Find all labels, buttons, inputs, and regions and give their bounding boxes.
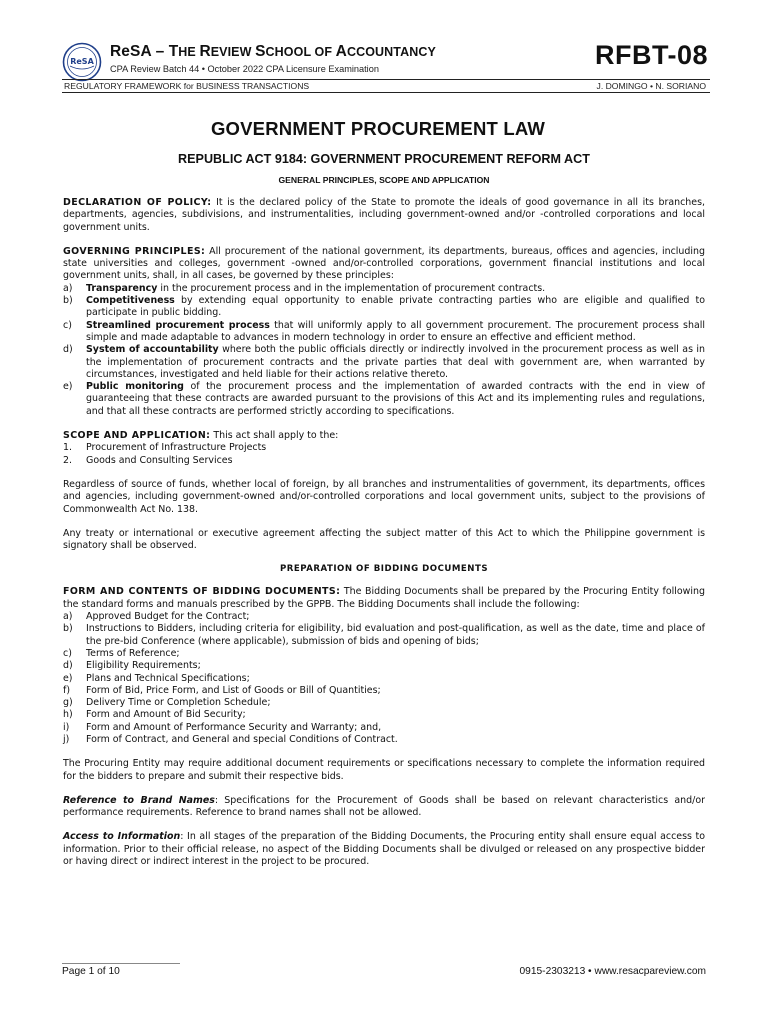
page-subtitle: REPUBLIC ACT 9184: GOVERNMENT PROCUREMENT REFORM ACT bbox=[178, 152, 590, 166]
subject-bar bbox=[62, 80, 710, 92]
list-item: j) Form of Contract, and General and special Conditions of Contract. bbox=[63, 733, 398, 745]
bidding-documents-list bbox=[63, 611, 705, 746]
list-item: f) Form of Bid, Price Form, and List of Goods or Bill of Quantities; bbox=[63, 684, 381, 696]
document-body bbox=[63, 118, 705, 868]
access-information-paragraph: Access to Information: In all stages of the preparation of the Bidding Documents, the Procuring entity shall ensure equal access to information. Prior to their official release, no aspect of the Bidding Documents shall be divulged or released on any prospective bidder or having direct or indirect interest in the project to be procured. bbox=[63, 831, 705, 868]
authors: J. DOMINGO • N. SORIANO bbox=[596, 81, 706, 91]
list-item: e) Public monitoring of the procurement process and the implementation of awarded contracts with the end in view of guaranteeing that these contracts are awarded pursuant to the provisions of this Act and its implementing rules and regulations, and that all these contracts are performed strictly according to specifications. bbox=[63, 381, 705, 417]
list-item: 2. Goods and Consulting Services bbox=[63, 454, 233, 466]
list-item: h) Form and Amount of Bid Security; bbox=[63, 709, 246, 721]
review-batch-info: CPA Review Batch 44 • October 2022 CPA Licensure Examination bbox=[110, 64, 379, 74]
list-item: d) System of accountability where both the public officials directly or indirectly involved in the procurement process as well as in the implementation of procurement contracts and the private parties that deal with government are, when warranted by circumstances, investigated and held liable for their actions relative thereto. bbox=[63, 344, 705, 380]
form-contents-paragraph: FORM AND CONTENTS OF BIDDING DOCUMENTS: The Bidding Documents shall be prepared by the Procuring Entity following the standard forms and manuals prescribed by the GPPB. The Bidding Documents shall include the following: bbox=[63, 586, 705, 610]
list-item: i) Form and Amount of Performance Security and Warranty; and, bbox=[63, 721, 382, 733]
list-item: 1. Procurement of Infrastructure Projects bbox=[63, 442, 267, 454]
page-number: Page 1 of 10 bbox=[62, 966, 120, 977]
list-item: a) Approved Budget for the Contract; bbox=[63, 611, 250, 623]
list-item: c) Terms of Reference; bbox=[63, 647, 180, 659]
regardless-paragraph: Regardless of source of funds, whether local of foreign, by all branches and instrumentalities of government, its departments, offices and agencies, including government-owned and/or-controlled corporations and local government units, subject to the provisions of Commonwealth Act No. 138. bbox=[63, 478, 705, 515]
list-item: c) Streamlined procurement process that will uniformly apply to all government procurement. The procurement process shall simple and made adaptable to advances in modern technology in order to ensure an effective and efficient method. bbox=[63, 319, 705, 343]
declaration-paragraph: DECLARATION OF POLICY: It is the declared policy of the State to promote the ideals of good governance in all its branches, departments, agencies, subdivisions, and instrumentalities, including government-owned and/or -controlled corporations and local government units. bbox=[63, 197, 705, 233]
governing-paragraph: GOVERNING PRINCIPLES: All procurement of the national government, its departments, bureaus, offices and agencies, including state universities and colleges, government -owned and/or-controlled corporations, government financial institutions and local government units, shall, in all cases, be governed by these principles: bbox=[63, 245, 705, 282]
list-item: b) Instructions to Bidders, including criteria for eligibility, bid evaluation and post-qualification, as well as the date, time and place of the pre-bid Conference (where applicable), submission of bids and opening of bids; bbox=[63, 623, 705, 647]
section-heading: GENERAL PRINCIPLES, SCOPE AND APPLICATION bbox=[278, 175, 490, 185]
treaty-paragraph: Any treaty or international or executive agreement affecting the subject matter of this Act to which the Philippine government is signatory shall be observed. bbox=[63, 527, 705, 552]
governing-principles-list bbox=[63, 283, 705, 418]
list-item: e) Plans and Technical Specifications; bbox=[63, 672, 250, 684]
svg-text:ReSA: ReSA bbox=[70, 57, 94, 66]
document-code: RFBT-08 bbox=[594, 40, 708, 70]
contact-info: 0915-2303213 • www.resacpareview.com bbox=[519, 966, 706, 977]
footer-rule bbox=[62, 963, 180, 964]
list-item: g) Delivery Time or Completion Schedule; bbox=[63, 697, 271, 709]
list-item: a) Transparency in the procurement process and in the implementation of procurement contracts. bbox=[63, 282, 546, 294]
scope-list bbox=[63, 442, 705, 467]
school-name: ReSA – THE REVIEW SCHOOL OF ACCOUNTANCY bbox=[110, 43, 436, 60]
header-rule-bottom bbox=[62, 92, 710, 93]
resa-logo-icon bbox=[62, 42, 102, 82]
subject-title: REGULATORY FRAMEWORK for BUSINESS TRANSACTIONS bbox=[64, 81, 310, 91]
list-item: b) Competitiveness by extending equal opportunity to enable private contracting parties who are eligible and qualified to participate in public bidding. bbox=[63, 295, 705, 319]
additional-requirements-paragraph: The Procuring Entity may require additional document requirements or specifications necessary to complete the information required for the bidders to prepare and submit their respective bids. bbox=[63, 758, 705, 782]
page-title: GOVERNMENT PROCUREMENT LAW bbox=[210, 118, 546, 139]
scope-paragraph: SCOPE AND APPLICATION: This act shall apply to the: bbox=[63, 430, 339, 442]
section-heading: PREPARATION OF BIDDING DOCUMENTS bbox=[279, 564, 489, 575]
list-item: d) Eligibility Requirements; bbox=[63, 660, 201, 672]
brand-names-paragraph: Reference to Brand Names: Specifications for the Procurement of Goods shall be based on relevant characteristics and/or performance requirements. Reference to brand names shall not be allowed. bbox=[63, 794, 705, 819]
